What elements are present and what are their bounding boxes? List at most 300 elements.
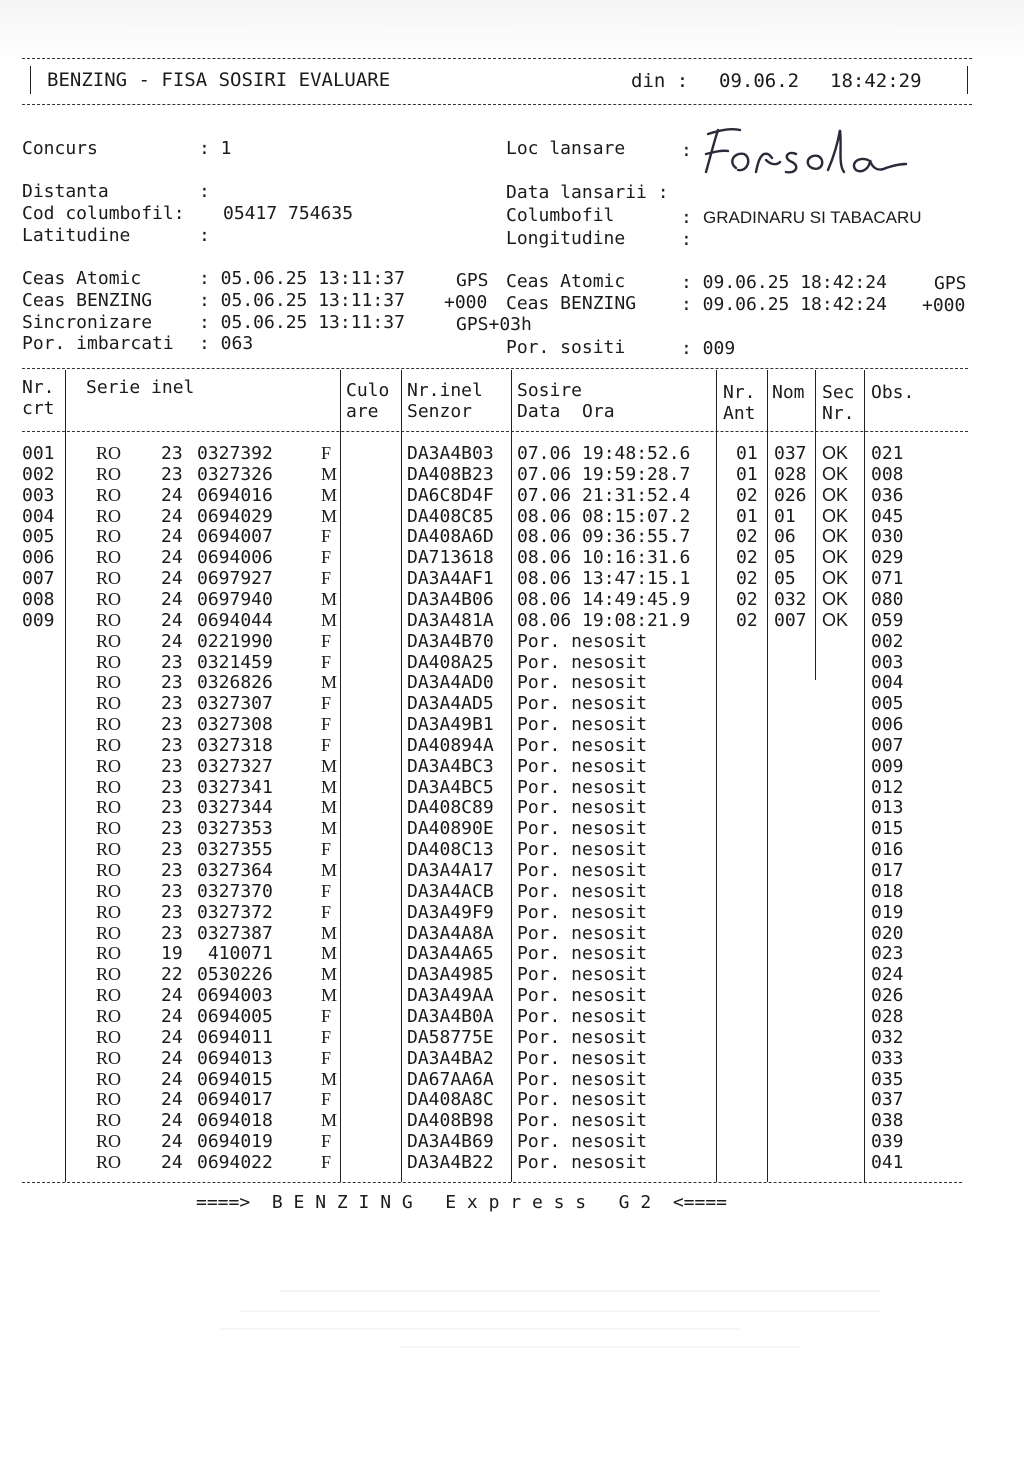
table-row	[0, 631, 1024, 652]
row-obs: 030	[871, 526, 904, 548]
col-header-obs: Obs.	[871, 382, 915, 403]
row-arrival: Por. nesosit	[517, 1110, 648, 1132]
row-sex: F	[321, 1131, 332, 1152]
row-sex: F	[321, 880, 332, 901]
row-nr-ant: 02	[736, 547, 758, 569]
row-arrival: Por. nesosit	[517, 693, 648, 715]
row-obs: 018	[871, 880, 904, 902]
row-arrival: Por. nesosit	[517, 1089, 648, 1111]
row-ring-number: 0327307	[197, 693, 273, 715]
report-title: BENZING - FISA SOSIRI EVALUARE	[47, 69, 391, 91]
row-sex: M	[321, 776, 338, 797]
row-year: 23	[161, 693, 183, 715]
row-ring-number: 0327344	[197, 797, 273, 819]
handwritten-location-signature	[700, 120, 910, 190]
row-ring-number: 0327364	[197, 860, 273, 881]
row-year: 22	[161, 964, 183, 986]
row-obs: 023	[871, 943, 904, 965]
row-sex: F	[321, 1047, 332, 1068]
table-row	[0, 818, 1024, 839]
distanta-sep: :	[199, 181, 210, 202]
row-ring-number: 0530226	[197, 964, 273, 986]
table-row	[0, 1006, 1024, 1027]
left-clock-benzing-suffix: +000	[444, 292, 488, 313]
row-obs: 004	[871, 672, 904, 694]
row-arrival: Por. nesosit	[517, 818, 648, 840]
table-row	[0, 1048, 1024, 1069]
row-sensor-ring: DA3A4A17	[407, 860, 494, 881]
row-ring-number: 0694006	[197, 547, 273, 569]
table-row	[0, 1089, 1024, 1110]
col-header-sosire-2: Data Ora	[517, 401, 615, 422]
row-arrival: Por. nesosit	[517, 860, 648, 881]
row-nr: 006	[22, 547, 55, 569]
row-year: 23	[161, 443, 183, 464]
row-sec: OK	[822, 443, 849, 463]
row-country: RO	[96, 797, 122, 818]
row-sex: F	[321, 734, 332, 755]
row-arrival: Por. nesosit	[517, 1068, 648, 1090]
row-arrival: Por. nesosit	[517, 985, 648, 1007]
row-country: RO	[96, 880, 122, 901]
row-country: RO	[96, 443, 122, 463]
row-country: RO	[96, 734, 122, 755]
row-arrival: Por. nesosit	[517, 651, 648, 673]
row-obs: 028	[871, 1005, 904, 1027]
col-header-serie-inel: Serie inel	[86, 377, 195, 398]
row-sec: OK	[822, 505, 849, 526]
row-ring-number: 0327308	[197, 714, 273, 736]
table-row	[0, 589, 1024, 610]
header-top-rule	[22, 58, 972, 59]
left-clock-sync-value: : 05.06.25 13:11:37	[199, 312, 405, 333]
row-sensor-ring: DA3A49B1	[407, 714, 494, 736]
row-year: 24	[161, 526, 183, 548]
row-obs: 037	[871, 1089, 904, 1111]
row-ring-number: 410071	[197, 943, 273, 965]
table-row	[0, 797, 1024, 818]
row-ring-number: 0321459	[197, 651, 273, 673]
col-header-nom: Nom	[772, 382, 805, 403]
row-year: 24	[161, 1026, 183, 1048]
table-row	[0, 610, 1024, 631]
row-country: RO	[96, 1089, 122, 1110]
row-country: RO	[96, 1131, 122, 1152]
row-arrival: 08.06 10:16:31.6	[517, 547, 691, 569]
col-header-nr: Nr.	[22, 377, 55, 398]
row-year: 23	[161, 839, 183, 861]
row-ring-number: 0697940	[197, 588, 273, 610]
row-obs: 013	[871, 797, 904, 819]
row-sex: F	[321, 568, 332, 589]
row-sex: F	[321, 651, 332, 672]
row-obs: 032	[871, 1026, 904, 1048]
row-sex: M	[321, 860, 338, 880]
row-year: 24	[161, 505, 183, 527]
row-sensor-ring: DA408C89	[407, 797, 494, 819]
row-arrival: 08.06 14:49:45.9	[517, 588, 691, 610]
row-sensor-ring: DA713618	[407, 547, 494, 569]
table-row	[0, 881, 1024, 902]
row-obs: 016	[871, 839, 904, 861]
distanta-label: Distanta	[22, 181, 109, 202]
row-arrival: 08.06 09:36:55.7	[517, 526, 691, 548]
row-sensor-ring: DA408B23	[407, 463, 494, 485]
row-nr-ant: 01	[736, 505, 758, 527]
header-left-bar	[30, 66, 31, 94]
row-country: RO	[96, 588, 122, 609]
row-country: RO	[96, 505, 122, 526]
row-arrival: Por. nesosit	[517, 734, 648, 756]
row-sensor-ring: DA3A4B03	[407, 443, 494, 464]
row-sec: OK	[822, 609, 849, 630]
row-sec: OK	[822, 526, 849, 547]
row-nr-ant: 02	[736, 588, 758, 610]
row-arrival: 08.06 13:47:15.1	[517, 568, 691, 590]
row-obs: 059	[871, 609, 904, 631]
table-row	[0, 777, 1024, 798]
row-obs: 038	[871, 1110, 904, 1132]
row-year: 24	[161, 1005, 183, 1027]
row-ring-number: 0327318	[197, 734, 273, 756]
row-sensor-ring: DA3A4B06	[407, 588, 494, 610]
row-sensor-ring: DA3A4AD0	[407, 672, 494, 694]
row-ring-number: 0697927	[197, 568, 273, 590]
table-row	[0, 526, 1024, 547]
row-country: RO	[96, 651, 122, 672]
table-row	[0, 735, 1024, 756]
row-obs: 002	[871, 630, 904, 652]
row-sensor-ring: DA408A25	[407, 651, 494, 673]
row-country: RO	[96, 964, 122, 985]
table-row	[0, 485, 1024, 506]
row-obs: 026	[871, 985, 904, 1007]
row-sex: M	[321, 1068, 338, 1089]
table-row	[0, 860, 1024, 881]
row-country: RO	[96, 547, 122, 568]
row-arrival: Por. nesosit	[517, 1047, 648, 1069]
col-header-ant-1: Nr.	[723, 382, 756, 403]
row-country: RO	[96, 568, 122, 589]
row-arrival: Por. nesosit	[517, 943, 648, 965]
row-nr: 002	[22, 463, 55, 485]
row-country: RO	[96, 1068, 122, 1089]
row-ring-number: 0327355	[197, 839, 273, 861]
row-country: RO	[96, 1110, 122, 1131]
table-row	[0, 943, 1024, 964]
row-year: 23	[161, 651, 183, 673]
col-header-senzor-1: Nr.inel	[407, 380, 483, 401]
table-row	[0, 568, 1024, 589]
row-sensor-ring: DA3A4A8A	[407, 922, 494, 944]
row-sex: M	[321, 964, 338, 985]
header-bottom-rule	[22, 104, 972, 105]
right-clock-atomic-value: : 09.06.25 18:42:24	[681, 272, 887, 293]
row-sex: F	[321, 693, 332, 714]
row-sec: OK	[822, 568, 849, 589]
bleed-through-marks	[200, 1280, 900, 1360]
row-ring-number: 0694044	[197, 609, 273, 631]
table-row	[0, 1110, 1024, 1131]
row-sensor-ring: DA3A4B22	[407, 1151, 494, 1173]
row-year: 23	[161, 880, 183, 902]
row-year: 23	[161, 776, 183, 798]
row-country: RO	[96, 1005, 122, 1026]
row-sensor-ring: DA3A481A	[407, 609, 494, 631]
row-arrival: Por. nesosit	[517, 964, 648, 986]
row-arrival: 07.06 19:48:52.6	[517, 443, 691, 464]
col-header-ant-2: Ant	[723, 403, 756, 424]
table-row	[0, 756, 1024, 777]
row-country: RO	[96, 526, 122, 547]
row-year: 23	[161, 755, 183, 777]
longitudine-sep: :	[681, 229, 692, 250]
row-nom: 01	[774, 505, 796, 527]
row-ring-number: 0327341	[197, 776, 273, 798]
row-nom: 028	[774, 463, 807, 485]
row-year: 24	[161, 1151, 183, 1173]
row-sex: F	[321, 630, 332, 651]
col-header-sec-1: Sec	[822, 382, 855, 403]
row-sensor-ring: DA58775E	[407, 1026, 494, 1048]
row-ring-number: 0694018	[197, 1110, 273, 1132]
row-ring-number: 0327392	[197, 443, 273, 464]
table-row	[0, 672, 1024, 693]
row-sensor-ring: DA3A4B70	[407, 630, 494, 652]
longitudine-label: Longitudine	[506, 228, 626, 249]
left-clock-sync-suffix: GPS+03h	[456, 314, 532, 335]
row-nr: 008	[22, 588, 55, 610]
row-year: 23	[161, 714, 183, 736]
table-row	[0, 1069, 1024, 1090]
row-ring-number: 0694003	[197, 985, 273, 1007]
row-nr-ant: 02	[736, 568, 758, 590]
row-nom: 032	[774, 588, 807, 610]
table-row	[0, 506, 1024, 527]
row-country: RO	[96, 484, 122, 505]
row-sex: M	[321, 922, 338, 943]
row-nom: 037	[774, 443, 807, 464]
row-year: 23	[161, 463, 183, 485]
col-header-senzor-2: Senzor	[407, 401, 473, 422]
row-year: 23	[161, 860, 183, 881]
row-nr: 003	[22, 484, 55, 506]
row-ring-number: 0694007	[197, 526, 273, 548]
row-sex: F	[321, 443, 332, 463]
columbofil-label: Columbofil	[506, 205, 615, 226]
row-sensor-ring: DA3A4BC3	[407, 755, 494, 777]
left-clock-benzing-label: Ceas BENZING	[22, 290, 153, 311]
row-arrival: 08.06 19:08:21.9	[517, 609, 691, 631]
row-ring-number: 0694017	[197, 1089, 273, 1111]
row-sensor-ring: DA3A4985	[407, 964, 494, 986]
row-nr-ant: 02	[736, 609, 758, 631]
row-country: RO	[96, 672, 122, 693]
row-arrival: Por. nesosit	[517, 755, 648, 777]
columbofil-sep: :	[681, 207, 692, 228]
row-arrival: Por. nesosit	[517, 776, 648, 798]
row-sensor-ring: DA408C85	[407, 505, 494, 527]
row-sensor-ring: DA6C8D4F	[407, 484, 494, 506]
row-country: RO	[96, 463, 122, 484]
row-obs: 009	[871, 755, 904, 777]
row-arrival: Por. nesosit	[517, 1151, 648, 1173]
row-obs: 008	[871, 463, 904, 485]
table-row	[0, 902, 1024, 923]
row-obs: 015	[871, 818, 904, 840]
row-sex: M	[321, 755, 338, 776]
row-ring-number: 0694005	[197, 1005, 273, 1027]
row-sex: M	[321, 797, 338, 818]
col-header-crt: crt	[22, 398, 55, 419]
row-ring-number: 0694015	[197, 1068, 273, 1090]
latitudine-label: Latitudine	[22, 225, 131, 246]
left-clock-atomic-suffix: GPS	[456, 270, 489, 291]
row-obs: 039	[871, 1131, 904, 1153]
row-sensor-ring: DA3A49F9	[407, 901, 494, 923]
row-country: RO	[96, 818, 122, 839]
row-obs: 071	[871, 568, 904, 590]
row-sex: F	[321, 1026, 332, 1047]
row-sex: F	[321, 901, 332, 922]
row-year: 24	[161, 1131, 183, 1153]
row-ring-number: 0327370	[197, 880, 273, 902]
table-row	[0, 1027, 1024, 1048]
row-arrival: Por. nesosit	[517, 797, 648, 819]
row-obs: 033	[871, 1047, 904, 1069]
row-year: 23	[161, 901, 183, 923]
footer-banner: ====> B E N Z I N G E x p r e s s G 2 <====	[196, 1192, 728, 1213]
right-clock-benzing-label: Ceas BENZING	[506, 293, 637, 314]
row-country: RO	[96, 860, 122, 880]
row-arrival: Por. nesosit	[517, 1005, 648, 1027]
row-year: 24	[161, 484, 183, 506]
row-year: 24	[161, 588, 183, 610]
row-nr: 005	[22, 526, 55, 548]
row-sex: M	[321, 943, 338, 964]
row-country: RO	[96, 714, 122, 735]
row-sensor-ring: DA3A49AA	[407, 985, 494, 1007]
row-ring-number: 0694022	[197, 1151, 273, 1173]
row-sensor-ring: DA408A6D	[407, 526, 494, 548]
row-country: RO	[96, 1151, 122, 1172]
row-obs: 035	[871, 1068, 904, 1090]
right-clock-atomic-suffix: GPS	[934, 273, 967, 294]
row-sex: M	[321, 463, 338, 484]
left-clock-atomic-value: : 05.06.25 13:11:37	[199, 268, 405, 289]
latitudine-sep: :	[199, 225, 210, 246]
row-arrival: Por. nesosit	[517, 880, 648, 902]
row-sex: M	[321, 588, 338, 609]
row-obs: 045	[871, 505, 904, 527]
row-country: RO	[96, 985, 122, 1006]
col-header-culoare-2: are	[346, 401, 379, 422]
loc-lansare-label: Loc lansare	[506, 138, 626, 159]
row-sensor-ring: DA408B98	[407, 1110, 494, 1132]
pigeons-embarked-label: Por. imbarcati	[22, 333, 174, 354]
table-row	[0, 839, 1024, 860]
report-date-label: din :	[631, 70, 689, 92]
cod-columbofil-value: 05417 754635	[223, 203, 354, 224]
pigeons-arrived-value: : 009	[681, 338, 736, 359]
right-clock-atomic-label: Ceas Atomic	[506, 271, 626, 292]
table-row	[0, 693, 1024, 714]
row-sensor-ring: DA40890E	[407, 818, 494, 840]
row-ring-number: 0221990	[197, 630, 273, 652]
report-time-value: 18:42:29	[830, 70, 922, 92]
row-ring-number: 0694011	[197, 1026, 273, 1048]
row-sex: F	[321, 1151, 332, 1172]
row-arrival: Por. nesosit	[517, 1131, 648, 1153]
row-arrival: Por. nesosit	[517, 630, 648, 652]
left-clock-benzing-value: : 05.06.25 13:11:37	[199, 290, 405, 311]
row-obs: 003	[871, 651, 904, 673]
row-sec: OK	[822, 463, 849, 484]
row-sensor-ring: DA408C13	[407, 839, 494, 861]
table-row	[0, 923, 1024, 944]
row-ring-number: 0326826	[197, 672, 273, 694]
row-sex: F	[321, 1089, 332, 1110]
row-sex: F	[321, 1005, 332, 1026]
row-sex: M	[321, 1110, 338, 1131]
table-top-rule	[22, 368, 968, 369]
report-date-value: 09.06.2	[719, 70, 800, 92]
row-sensor-ring: DA3A4BA2	[407, 1047, 494, 1069]
row-country: RO	[96, 943, 122, 964]
row-year: 23	[161, 818, 183, 840]
row-obs: 007	[871, 734, 904, 756]
concurs-label: Concurs	[22, 138, 98, 159]
left-clock-atomic-label: Ceas Atomic	[22, 268, 142, 289]
row-country: RO	[96, 755, 122, 776]
row-year: 23	[161, 734, 183, 756]
row-year: 23	[161, 797, 183, 819]
row-obs: 020	[871, 922, 904, 944]
row-ring-number: 0694013	[197, 1047, 273, 1069]
row-obs: 024	[871, 964, 904, 986]
row-arrival: Por. nesosit	[517, 901, 648, 923]
row-sensor-ring: DA3A4B0A	[407, 1005, 494, 1027]
row-nr: 004	[22, 505, 55, 527]
row-sensor-ring: DA3A4BC5	[407, 776, 494, 798]
row-sex: F	[321, 714, 332, 735]
row-country: RO	[96, 609, 122, 630]
row-sex: M	[321, 985, 338, 1006]
row-year: 24	[161, 568, 183, 590]
table-row	[0, 652, 1024, 673]
cod-columbofil-label: Cod columbofil:	[22, 203, 185, 224]
row-year: 24	[161, 1110, 183, 1132]
row-arrival: Por. nesosit	[517, 672, 648, 694]
row-ring-number: 0327327	[197, 755, 273, 777]
loc-lansare-sep: :	[681, 140, 692, 161]
row-sensor-ring: DA3A4AD5	[407, 693, 494, 715]
row-sex: F	[321, 547, 332, 568]
row-obs: 012	[871, 776, 904, 798]
row-year: 24	[161, 1068, 183, 1090]
pigeons-embarked-value: : 063	[199, 333, 254, 354]
row-obs: 041	[871, 1151, 904, 1173]
row-nom: 05	[774, 568, 796, 590]
row-ring-number: 0327326	[197, 463, 273, 485]
row-sensor-ring: DA67AA6A	[407, 1068, 494, 1090]
row-nom: 007	[774, 609, 807, 631]
row-nr-ant: 01	[736, 443, 758, 464]
row-arrival: Por. nesosit	[517, 714, 648, 736]
col-header-sosire-1: Sosire	[517, 380, 583, 401]
left-clock-sync-label: Sincronizare	[22, 312, 153, 333]
row-sex: F	[321, 526, 332, 547]
